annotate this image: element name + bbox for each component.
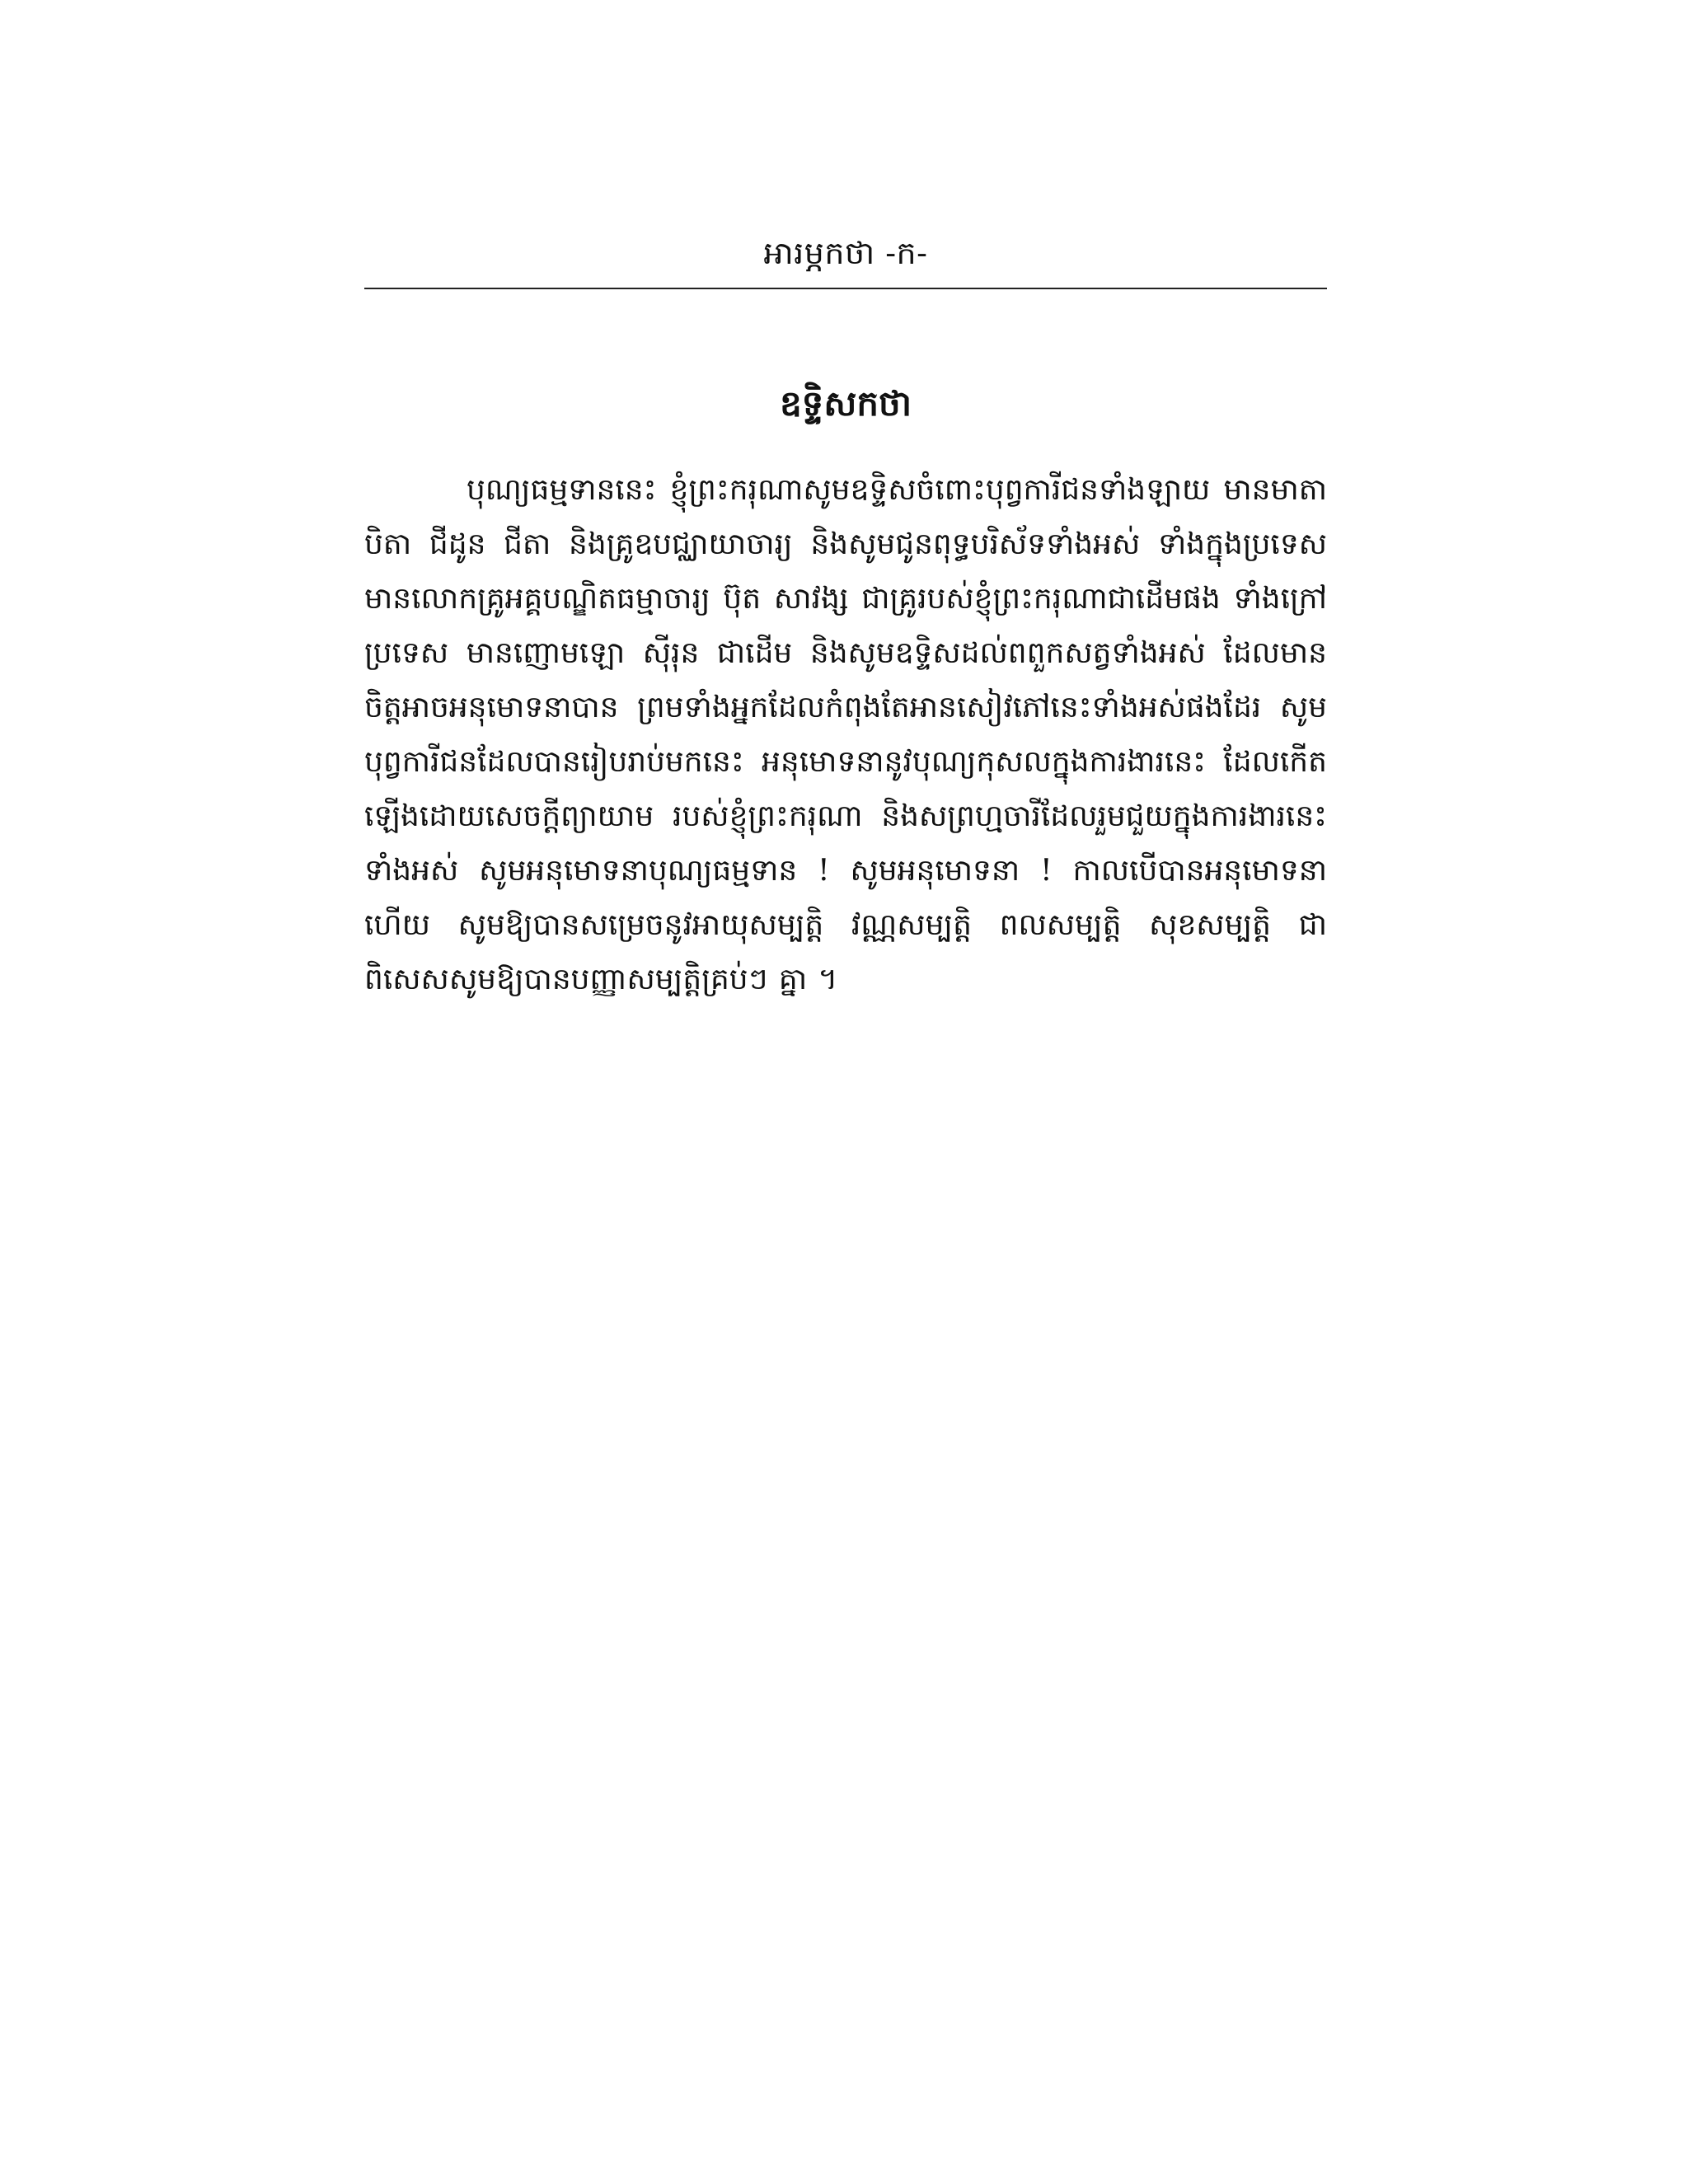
header-divider (364, 288, 1327, 289)
running-header: អារម្ភកថា -ក- (763, 235, 928, 271)
section-title: ឧទ្ទិសកថា (780, 383, 912, 424)
dedication-paragraph: បុណ្យធម្មទាននេះ ខ្ញុំព្រះករុណាសូមឧទ្ទិសចំពោះបុព្វការីជនទាំងឡាយ មានមាតាបិតា ជីដូន ជីតា និងគ្រូឧបជ្ឈាយាចារ្យ និងសូមជូនពុទ្ធបរិស័ទទាំងអស់ ទាំងក្នុងប្រទេស មានលោកគ្រូអគ្គបណ្ឌិតធម្មាចារ្យ ប៊ុត សាវង្ស ជាគ្រូរបស់ខ្ញុំព្រះករុណាជាដើមផង ទាំងក្រៅប្រទេស មានញោមឡោ ស៊ីរុន ជាដើម និងសូមឧទ្ទិសដល់ពពួកសត្វទាំងអស់ ដែលមានចិត្តអាចអនុមោទនាបាន ព្រមទាំងអ្នកដែលកំពុងតែអានសៀវភៅនេះទាំងអស់ផងដែរ សូមបុព្វការីជនដែលបានរៀបរាប់មកនេះ អនុមោទនានូវបុណ្យកុសលក្នុងការងារនេះ ដែលកើតឡើងដោយសេចក្តីព្យាយាម របស់ខ្ញុំព្រះករុណា និងសព្រហ្មចារីដែលរួមជួយក្នុងការងារនេះទាំងអស់ សូមអនុមោទនាបុណ្យធម្មទាន ! សូមអនុមោទនា ! កាលបើបានអនុមោទនាហើយ សូមឱ្យបានសម្រេចនូវអាយុសម្បត្តិ វណ្ណសម្បត្តិ ពលសម្បត្តិ សុខសម្បត្តិ ជាពិសេសសូមឱ្យបានបញ្ញាសម្បត្តិគ្រប់ៗ គ្នា ។ (364, 473, 1327, 996)
